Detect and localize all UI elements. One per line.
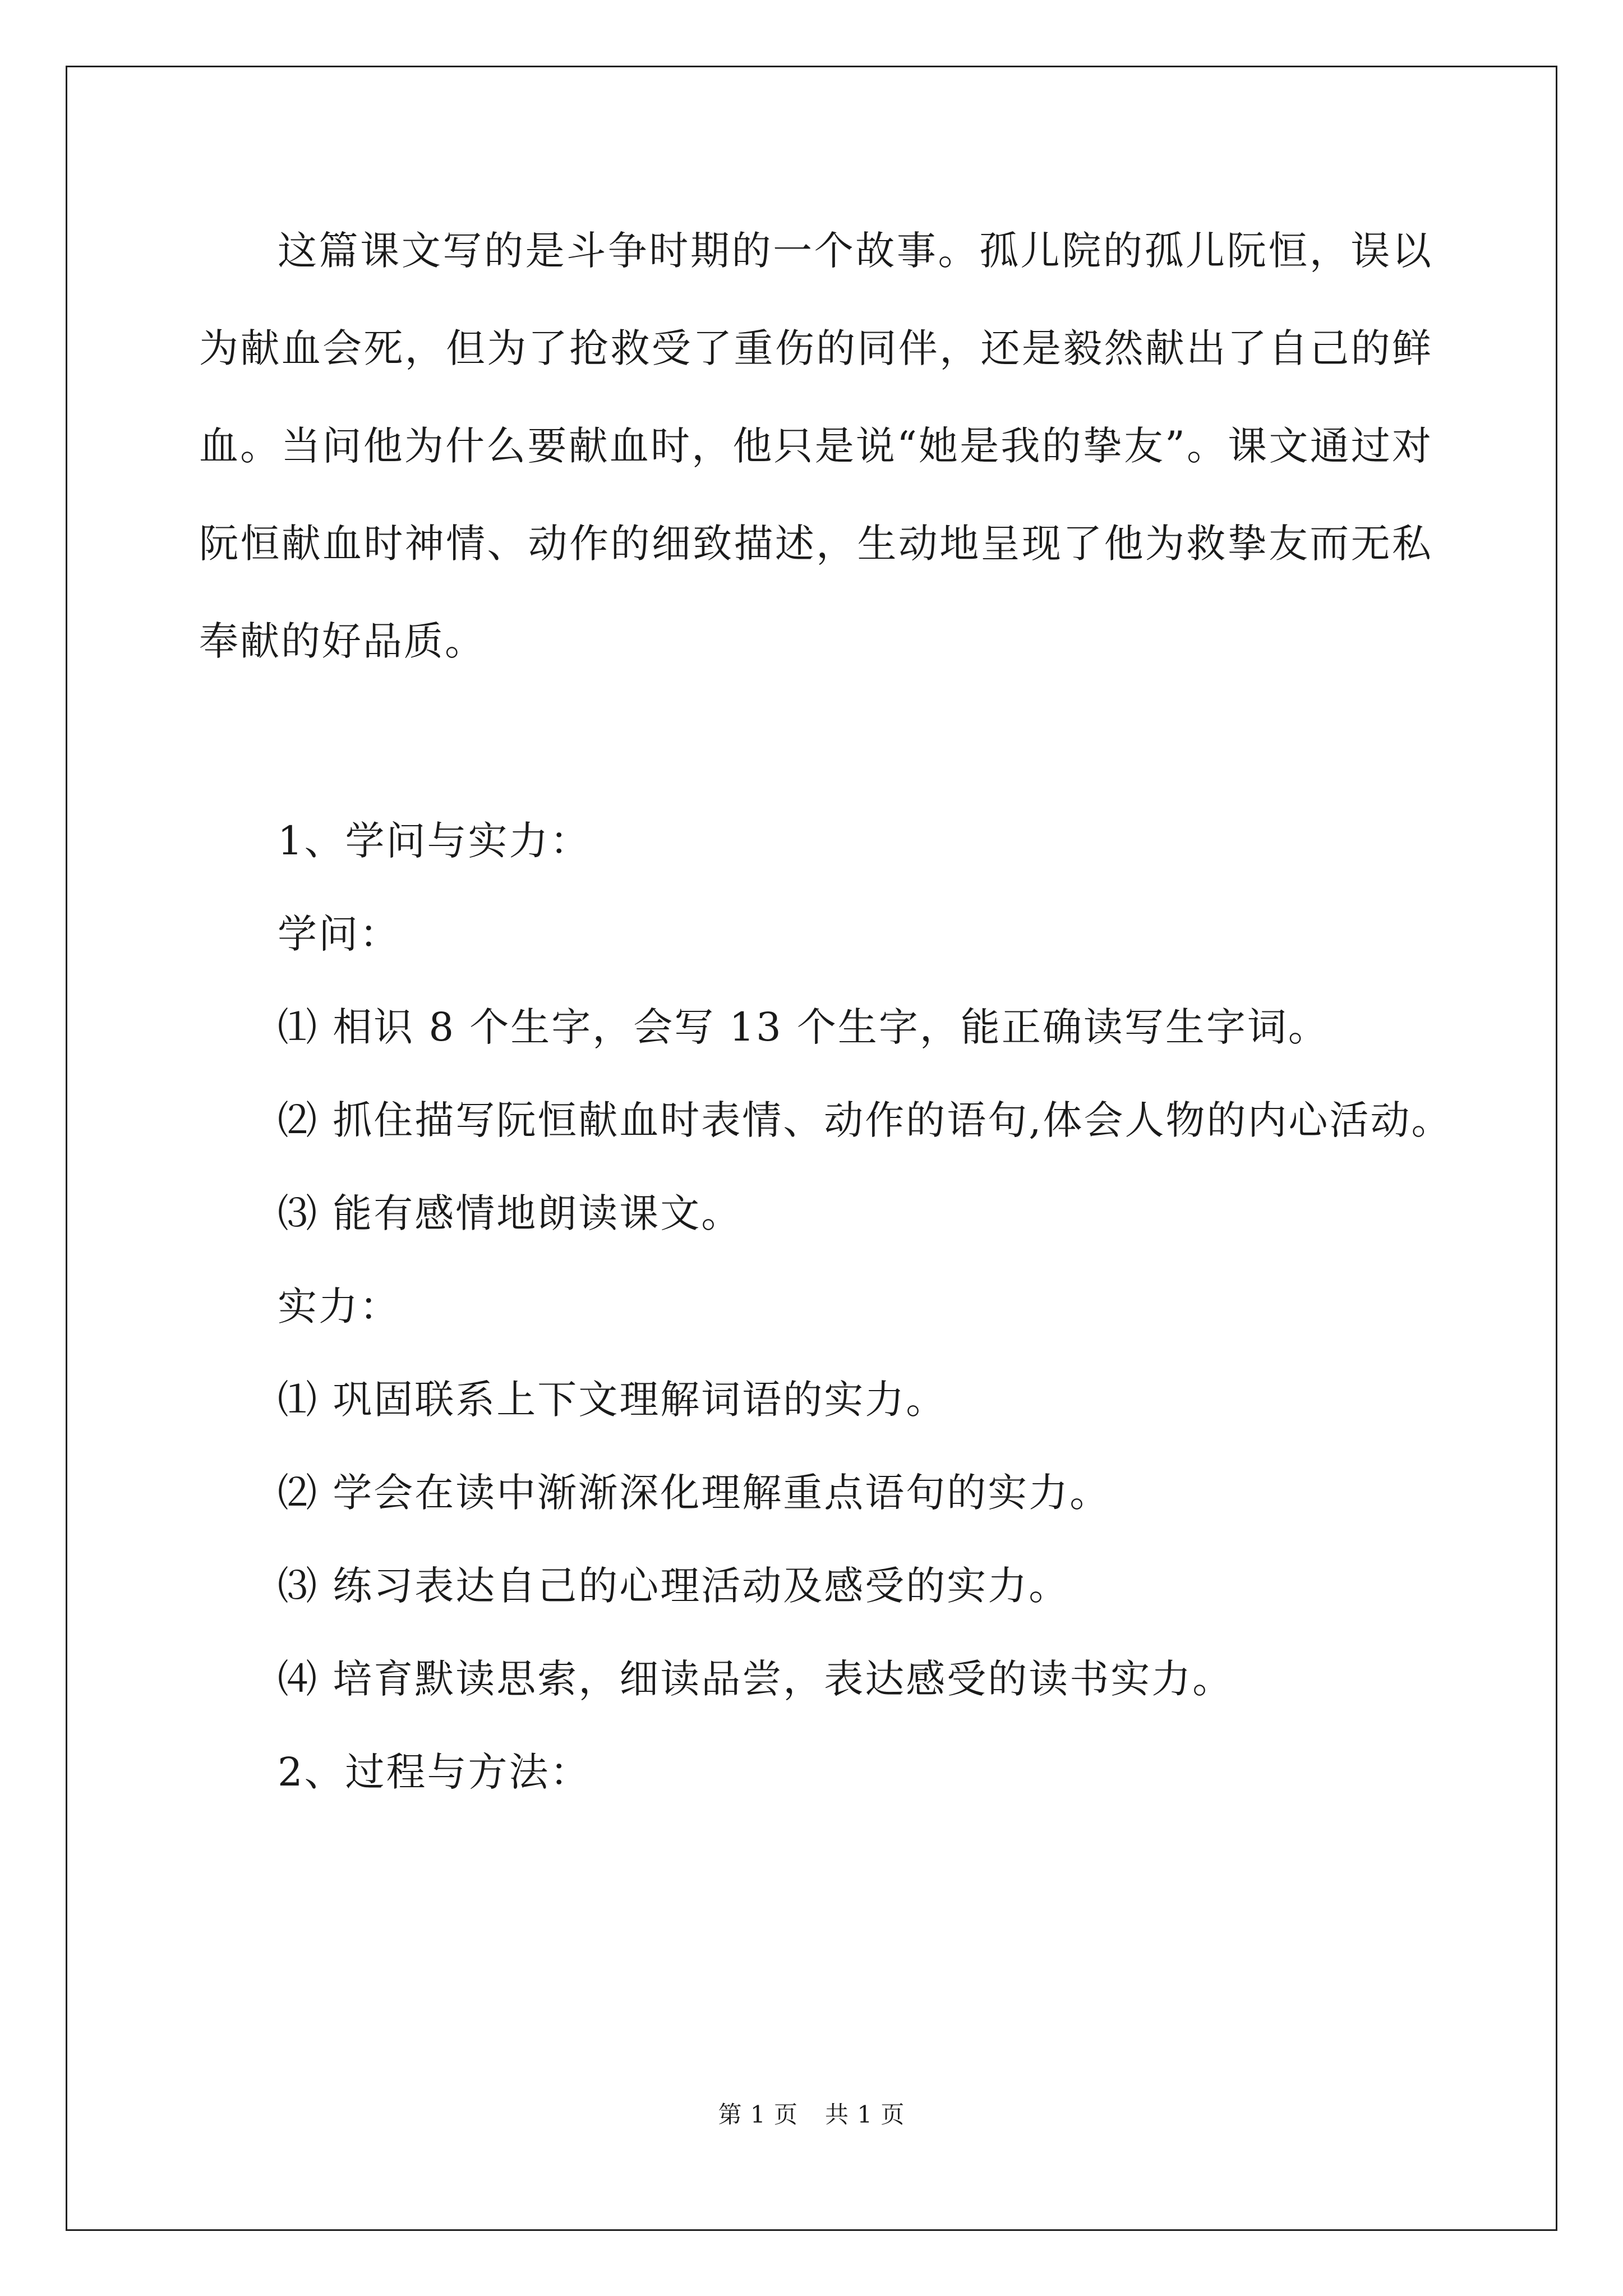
section-heading-knowledge-ability: 1、学问与实力：	[278, 818, 591, 864]
page-footer	[0, 2101, 1623, 2129]
list-item: ⑵ 学会在读中渐渐深化理解重点语句的实力。	[278, 1470, 1111, 1516]
list-item: ⑷ 培育默读思索，细读品尝，表达感受的读书实力。	[278, 1656, 1234, 1702]
page-number-total: 共 1 页	[825, 2101, 905, 2128]
page-number-current: 第 1 页	[718, 2101, 798, 2128]
list-item: ⑴ 巩固联系上下文理解词语的实力。	[278, 1377, 947, 1423]
intro-paragraph: 这篇课文写的是斗争时期的一个故事。孤儿院的孤儿阮恒，误以为献血会死，但为了抢救受了重伤的同伴，还是毅然献出了自己的鲜血。当问他为什么要献血时，他只是说“她是我的挚友”。课文通过对阮恒献血时神情、动作的细致描述，生动地呈现了他为救挚友而无私奉献的好品质。	[199, 228, 1433, 664]
list-item: ⑶ 练习表达自己的心理活动及感受的实力。	[278, 1563, 1070, 1609]
subheading-ability: 实力：	[278, 1283, 400, 1329]
paragraph-spacer	[199, 690, 1433, 794]
subheading-knowledge: 学问：	[278, 911, 400, 957]
list-item: ⑴ 相识 8 个生字，会写 13 个生字，能正确读写生字词。	[278, 1004, 1329, 1050]
list-item: ⑶ 能有感情地朗读课文。	[278, 1190, 743, 1236]
document-body	[199, 202, 1453, 1819]
section-heading-process-method: 2、过程与方法：	[278, 1749, 591, 1795]
list-item: ⑵ 抓住描写阮恒献血时表情、动作的语句,体会人物的内心活动。	[278, 1097, 1453, 1143]
